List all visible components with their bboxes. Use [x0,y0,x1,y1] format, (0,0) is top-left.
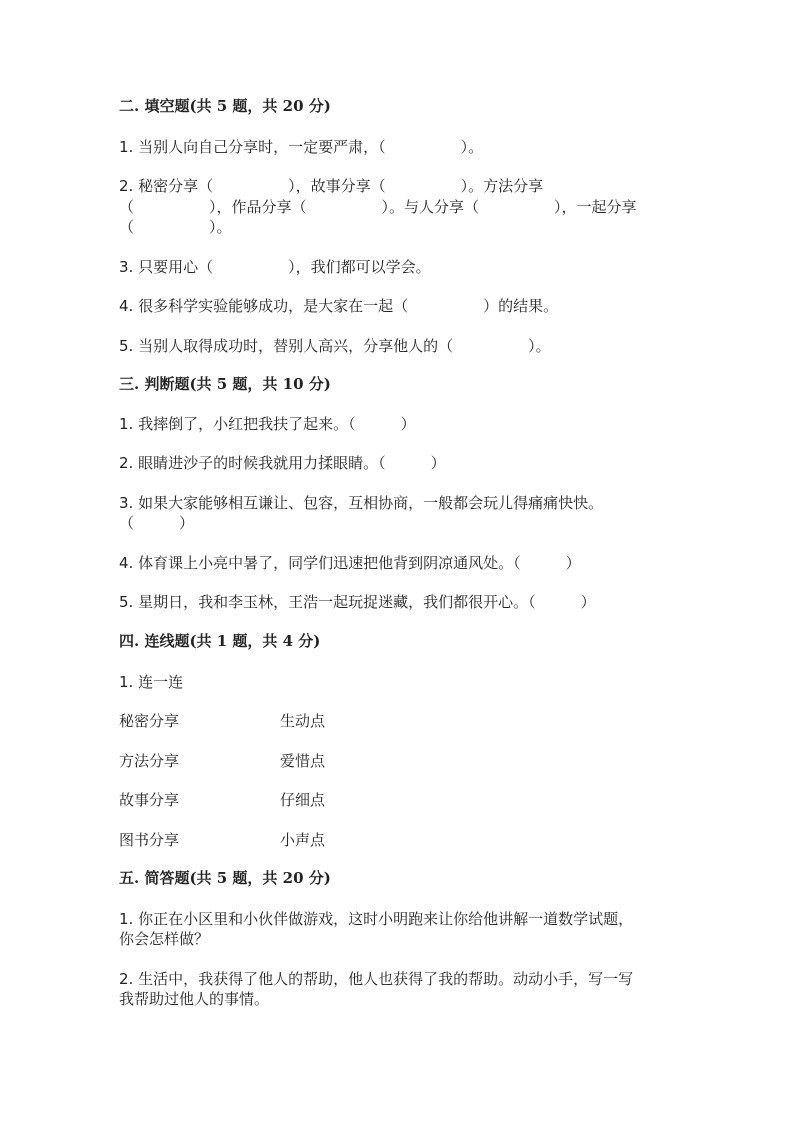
question-tf-3-line-2: （ ） [119,514,195,532]
match-left-item: 秘密分享 [119,712,180,730]
section-heading-fill-blank: 二. 填空题(共 5 题，共 20 分) [119,97,331,115]
question-short-1-line-1: 1. 你正在小区里和小伙伴做游戏，这时小明跑来让你给他讲解一道数学试题， [119,910,634,928]
match-right-item: 仔细点 [280,791,326,809]
section-heading-short-answer: 五. 简答题(共 5 题，共 20 分) [119,869,331,887]
question-tf-5: 5. 星期日，我和李玉林，王浩一起玩捉迷藏，我们都很开心。（ ） [119,593,596,611]
match-right-item: 爱惜点 [280,752,326,770]
question-tf-3-line-1: 3. 如果大家能够相互谦让、包容，互相协商，一般都会玩儿得痛痛快快。 [119,494,604,512]
section-heading-true-false: 三. 判断题(共 5 题，共 10 分) [119,375,331,393]
question-fill-2-line-3: （ ）。 [119,218,232,236]
match-right-item: 生动点 [280,712,326,730]
match-left-item: 方法分享 [119,752,180,770]
question-fill-5: 5. 当别人取得成功时，替别人高兴，分享他人的（ ）。 [119,337,551,355]
question-match-1: 1. 连一连 [119,673,184,691]
question-fill-1: 1. 当别人向自己分享时，一定要严肃，（ ）。 [119,138,484,156]
question-fill-4: 4. 很多科学实验能够成功，是大家在一起（ ）的结果。 [119,297,559,315]
question-fill-3: 3. 只要用心（ ），我们都可以学会。 [119,258,431,276]
match-left-item: 故事分享 [119,791,180,809]
match-right-item: 小声点 [280,831,326,849]
section-heading-matching: 四. 连线题(共 1 题，共 4 分) [119,632,321,650]
question-short-2-line-1: 2. 生活中，我获得了他人的帮助，他人也获得了我的帮助。动动小手，写一写 [119,970,634,988]
question-tf-1: 1. 我摔倒了，小红把我扶了起来。（ ） [119,415,416,433]
question-fill-2-line-1: 2. 秘密分享（ ），故事分享（ ）。方法分享 [119,177,544,195]
question-short-2-line-2: 我帮助过他人的事情。 [119,990,270,1008]
question-tf-2: 2. 眼睛进沙子的时候我就用力揉眼睛。（ ） [119,454,446,472]
match-left-item: 图书分享 [119,831,180,849]
question-fill-2-line-2: （ ），作品分享（ ）。与人分享（ ），一起分享 [119,198,637,216]
question-tf-4: 4. 体育课上小亮中暑了，同学们迅速把他背到阴凉通风处。（ ） [119,554,581,572]
question-short-1-line-2: 你会怎样做？ [119,930,210,948]
